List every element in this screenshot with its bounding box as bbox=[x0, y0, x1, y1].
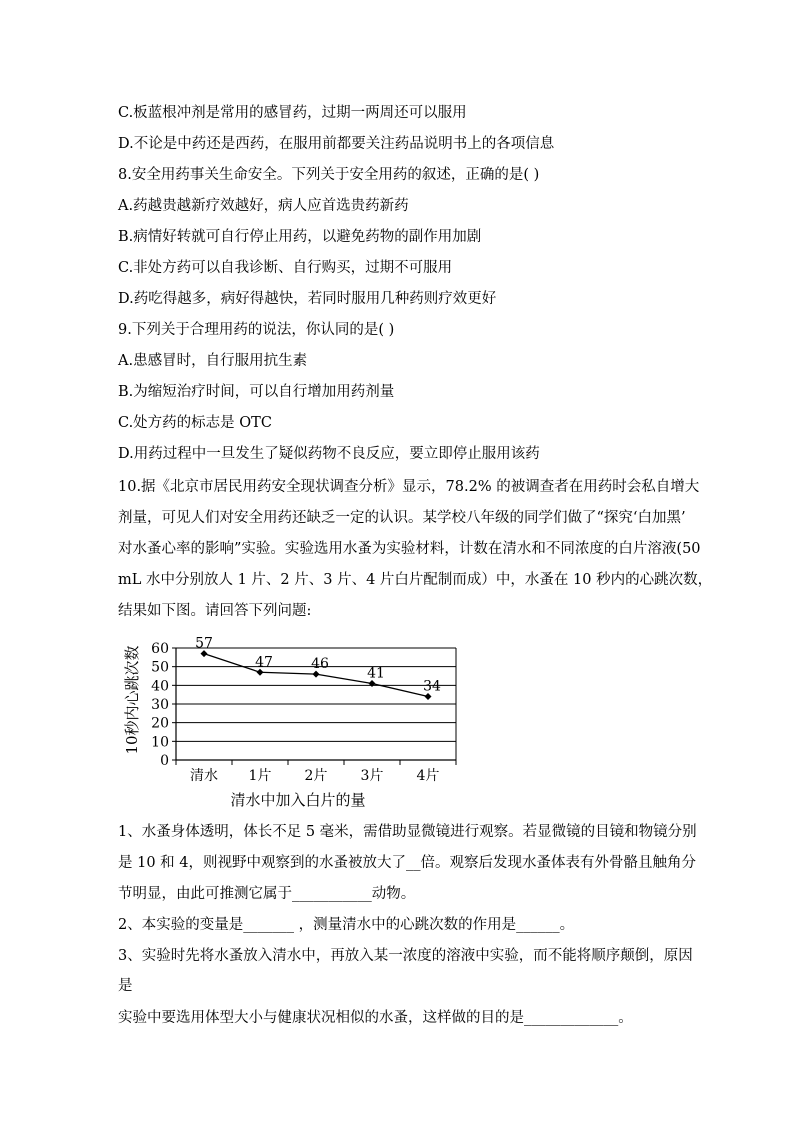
option-8c: C.非处方药可以自我诊断、自行购买，过期不可服用 bbox=[118, 260, 453, 276]
x-tick-label: 清水 bbox=[190, 768, 218, 784]
question-9: 9.下列关于合理用药的说法，你认同的是( ) bbox=[118, 322, 395, 338]
option-7d: D.不论是中药还是西药，在服用前都要关注药品说明书上的各项信息 bbox=[118, 136, 555, 152]
heart-rate-line-chart bbox=[120, 630, 460, 810]
question-10-line-2: 剂量，可见人们对安全用药还缺乏一定的认识。某学校八年级的同学们做了“探究‘白加黑’ bbox=[118, 510, 686, 526]
y-tick-label: 20 bbox=[151, 715, 169, 732]
sub-question-1-line-1: 1、水蚤身体透明，体长不足 5 毫米，需借助显微镜进行观察。若显微镜的目镜和物镜分别 bbox=[118, 824, 697, 840]
option-8b: B.病情好转就可自行停止用药，以避免药物的副作用加剧 bbox=[118, 229, 482, 245]
option-7c: C.板蓝根冲剂是常用的感冒药，过期一两周还可以服用 bbox=[118, 105, 467, 121]
data-label: 46 bbox=[311, 656, 329, 673]
chart-x-ticks bbox=[176, 760, 456, 784]
option-9a: A.患感冒时，自行服用抗生素 bbox=[118, 353, 308, 369]
data-label: 47 bbox=[255, 654, 273, 671]
data-label: 41 bbox=[367, 665, 385, 682]
question-10-line-5: 结果如下图。请回答下列问题: bbox=[118, 603, 312, 619]
option-8d: D.药吃得越多，病好得越快，若同时服用几种药则疗效更好 bbox=[118, 291, 497, 307]
question-10-line-1: 10.据《北京市居民用药安全现状调查分析》显示，78.2% 的被调查者在用药时会私自增大 bbox=[118, 479, 700, 495]
y-tick-label: 40 bbox=[151, 678, 169, 695]
x-tick-label: 2片 bbox=[304, 768, 328, 784]
y-tick-label: 10 bbox=[151, 734, 169, 751]
option-8a: A.药越贵越新疗效越好，病人应首选贵药新药 bbox=[118, 198, 409, 214]
x-tick-label: 3片 bbox=[360, 768, 384, 784]
y-axis-label: 10秒内心跳次数 bbox=[123, 645, 141, 755]
question-10-line-3: 对水蚤心率的影响”实验。实验选用水蚤为实验材料，计数在清水和不同浓度的白片溶液(50 bbox=[118, 541, 701, 557]
sub-question-2: 2、本实验的变量是_______ ，测量清水中的心跳次数的作用是______。 bbox=[118, 917, 575, 933]
sub-question-3-line-1: 3、实验时先将水蚤放入清水中，再放入某一浓度的溶液中实验，而不能将顺序颠倒，原因 bbox=[118, 948, 693, 964]
sub-question-1-line-2: 是 10 和 4，则视野中观察到的水蚤被放大了__倍。观察后发现水蚤体表有外骨骼且触角分 bbox=[118, 855, 697, 871]
y-tick-label: 0 bbox=[160, 753, 169, 769]
option-9d: D.用药过程中一旦发生了疑似药物不良反应，要立即停止服用该药 bbox=[118, 446, 540, 462]
chart-y-ticks bbox=[151, 641, 176, 769]
option-9b: B.为缩短治疗时间，可以自行增加用药剂量 bbox=[118, 384, 395, 400]
x-tick-label: 4片 bbox=[416, 768, 440, 784]
option-9c: C.处方药的标志是 OTC bbox=[118, 415, 272, 431]
sub-question-3-line-3: 实验中要选用体型大小与健康状况相似的水蚤，这样做的目的是_____________。 bbox=[118, 1010, 633, 1026]
y-tick-label: 60 bbox=[151, 641, 169, 657]
data-label: 34 bbox=[423, 678, 441, 695]
question-10-line-4: mL 水中分别放人 1 片、2 片、3 片、4 片白片配制而成）中，水蚤在 10 秒内的心跳次数， bbox=[118, 572, 713, 588]
question-8: 8.安全用药事关生命安全。下列关于安全用药的叙述，正确的是( ) bbox=[118, 167, 540, 183]
y-tick-label: 50 bbox=[151, 659, 169, 676]
data-label: 57 bbox=[195, 635, 213, 652]
x-axis-label: 清水中加入白片的量 bbox=[230, 791, 366, 809]
y-tick-label: 30 bbox=[151, 697, 169, 713]
sub-question-3-line-2: 是 bbox=[118, 978, 133, 994]
x-tick-label: 1片 bbox=[248, 768, 272, 784]
sub-question-1-line-3: 节明显，由此可推测它属于___________动物。 bbox=[118, 886, 416, 902]
